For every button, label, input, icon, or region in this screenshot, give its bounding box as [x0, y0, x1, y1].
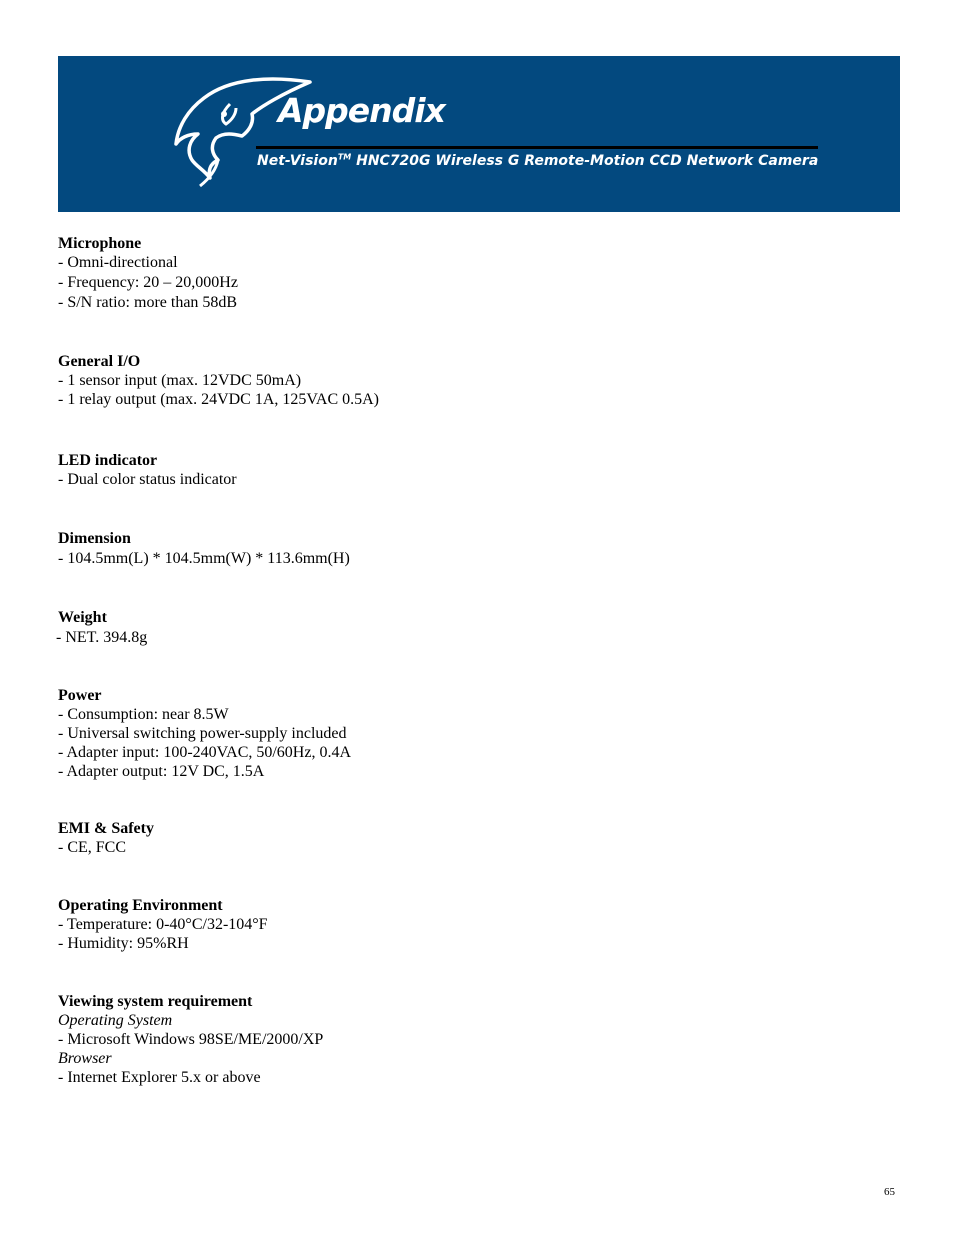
subtitle-trademark: TM: [337, 152, 352, 162]
section-heading: Power: [58, 687, 102, 704]
section-heading: Operating Environment: [58, 897, 223, 914]
spec-line: - Frequency: 20 – 20,000Hz: [58, 274, 238, 291]
section-microphone: [58, 234, 238, 312]
browser-label: Browser: [58, 1050, 112, 1067]
spec-line: - Adapter output: 12V DC, 1.5A: [58, 763, 265, 780]
section-heading: Viewing system requirement: [58, 993, 253, 1010]
subtitle-brand: Net-Vision: [257, 153, 338, 169]
header-banner: [58, 56, 900, 212]
spec-line: - Adapter input: 100-240VAC, 50/60Hz, 0.4A: [58, 744, 352, 761]
page-title: Appendix: [278, 91, 445, 130]
spec-line: - Temperature: 0-40°C/32-104°F: [58, 916, 268, 933]
section-heading: Dimension: [58, 530, 131, 547]
spec-line: - Internet Explorer 5.x or above: [58, 1069, 261, 1086]
section-emi-safety: [58, 819, 154, 857]
section-viewing-system: [58, 992, 323, 1087]
product-subtitle: [257, 154, 818, 168]
section-heading: Microphone: [58, 235, 142, 252]
spec-line: - 104.5mm(L) * 104.5mm(W) * 113.6mm(H): [58, 550, 350, 567]
section-weight: [58, 608, 147, 647]
section-heading: EMI & Safety: [58, 820, 154, 837]
section-general-io: [58, 352, 379, 409]
spec-line: - Omni-directional: [58, 254, 178, 271]
section-operating-environment: [58, 896, 268, 953]
section-heading: Weight: [58, 609, 107, 626]
spec-line: - 1 sensor input (max. 12VDC 50mA): [58, 372, 302, 389]
spec-line: - NET. 394.8g: [56, 629, 148, 646]
page-number: 65: [884, 1186, 895, 1198]
section-dimension: [58, 529, 350, 568]
section-heading: General I/O: [58, 353, 141, 370]
spec-line: - Consumption: near 8.5W: [58, 706, 229, 723]
section-power: [58, 686, 351, 781]
section-heading: LED indicator: [58, 452, 158, 469]
subtitle-product: HNC720G Wireless G Remote-Motion CCD Network Camera: [351, 153, 819, 169]
spec-line: - Universal switching power-supply included: [58, 725, 347, 742]
spec-line: - 1 relay output (max. 24VDC 1A, 125VAC 0.5A): [58, 391, 380, 408]
section-led-indicator: [58, 451, 237, 489]
spec-line: - S/N ratio: more than 58dB: [58, 294, 238, 311]
spec-line: - Microsoft Windows 98SE/ME/2000/XP: [58, 1031, 324, 1048]
os-label: Operating System: [58, 1012, 173, 1029]
spec-line: - Humidity: 95%RH: [58, 935, 189, 952]
spec-line: - Dual color status indicator: [58, 471, 237, 488]
spec-line: - CE, FCC: [58, 839, 127, 856]
title-underline: [256, 146, 818, 149]
